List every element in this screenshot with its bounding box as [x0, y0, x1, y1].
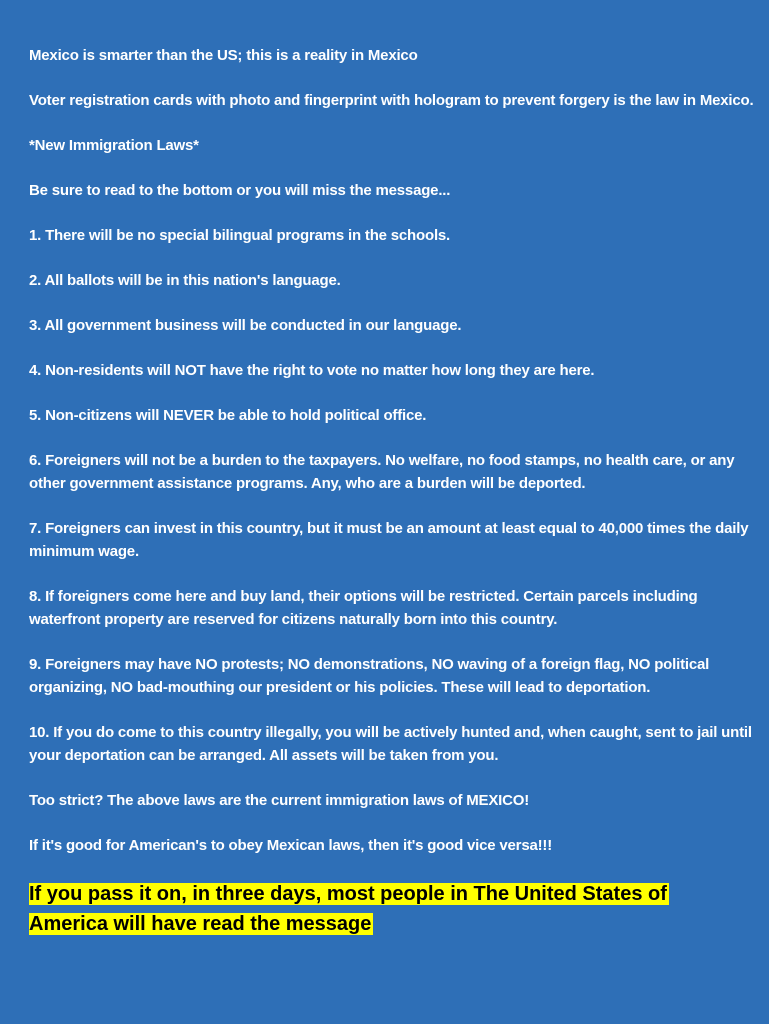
law-item-6: 6. Foreigners will not be a burden to the taxpayers. No welfare, no food stamps, no health care, or any other government assistance programs. Any, who are a burden will be deported. — [29, 452, 735, 492]
document-body — [29, 44, 755, 939]
law-item-3: 3. All government business will be conducted in our language. — [29, 317, 462, 334]
closing-highlighted-message: If you pass it on, in three days, most people in The United States of America will have read the message — [29, 883, 667, 935]
too-strict-paragraph: Too strict? The above laws are the current immigration laws of MEXICO! — [29, 792, 529, 809]
headline: Mexico is smarter than the US; this is a reality in Mexico — [29, 47, 418, 64]
read-to-bottom-note: Be sure to read to the bottom or you will miss the message... — [29, 182, 451, 199]
closing-block — [29, 879, 729, 939]
law-item-5: 5. Non-citizens will NEVER be able to hold political office. — [29, 407, 427, 424]
law-item-4: 4. Non-residents will NOT have the right to vote no matter how long they are here. — [29, 362, 595, 379]
law-item-2: 2. All ballots will be in this nation's language. — [29, 272, 341, 289]
law-item-8: 8. If foreigners come here and buy land, their options will be restricted. Certain parcels including waterfront property are reserved for citizens naturally born into this country. — [29, 588, 698, 628]
voter-cards-paragraph: Voter registration cards with photo and fingerprint with hologram to prevent forgery is the law in Mexico. — [29, 92, 754, 109]
section-title: *New Immigration Laws* — [29, 137, 199, 154]
law-item-1: 1. There will be no special bilingual programs in the schools. — [29, 227, 451, 244]
vice-versa-paragraph: If it's good for American's to obey Mexican laws, then it's good vice versa!!! — [29, 837, 552, 854]
law-item-10: 10. If you do come to this country illegally, you will be actively hunted and, when caught, sent to jail until your deportation can be arranged. All assets will be taken from you. — [29, 724, 752, 764]
law-item-9: 9. Foreigners may have NO protests; NO demonstrations, NO waving of a foreign flag, NO political organizing, NO bad-mouthing our president or his policies. These will lead to deportation. — [29, 656, 710, 696]
law-item-7: 7. Foreigners can invest in this country, but it must be an amount at least equal to 40,000 times the daily minimum wage. — [29, 520, 749, 560]
